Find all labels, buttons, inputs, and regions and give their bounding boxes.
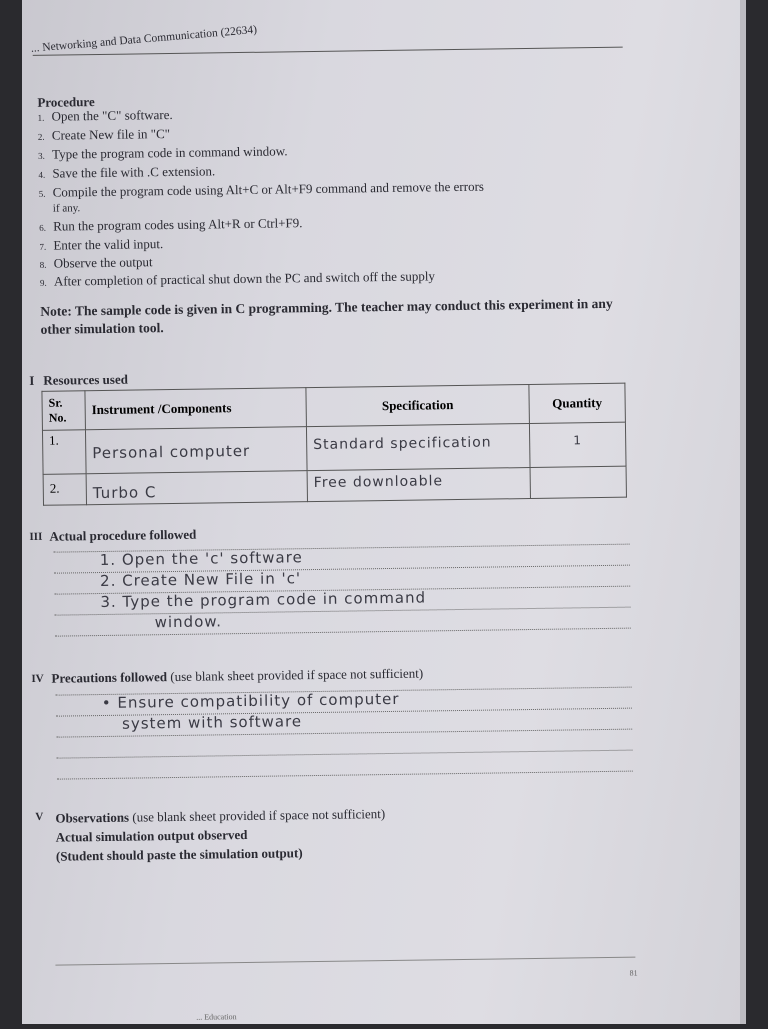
procedure-step: 3. Type the program code in command window. bbox=[38, 143, 288, 162]
cell-instrument: Turbo C bbox=[86, 471, 307, 505]
procedure-step: 1. Open the "C" software. bbox=[37, 106, 173, 124]
page-header: ... Networking and Data Communication (22634) bbox=[30, 23, 258, 55]
procedure-step: 8. Observe the output bbox=[39, 254, 153, 271]
footer-text: ... Education bbox=[196, 1012, 237, 1022]
actual-procedure-line: 3. Type the program code in command bbox=[100, 588, 427, 612]
precautions-section-number: IV bbox=[31, 672, 44, 685]
procedure-step: 5. Compile the program code using Alt+C or Alt+F9 command and remove the errors bbox=[38, 178, 485, 200]
actual-procedure-line: 1. Open the 'c' software bbox=[99, 548, 303, 570]
procedure-step: 2. Create New file in "C" bbox=[37, 126, 171, 143]
precautions-heading-line bbox=[51, 666, 423, 687]
resources-table bbox=[41, 383, 627, 506]
observations-subheading: Actual simulation output observed bbox=[55, 826, 248, 845]
header-rule bbox=[33, 47, 623, 56]
note-text: The sample code is given in C programming. The teacher may conduct this experiment in any other simulation tool. bbox=[40, 295, 613, 337]
actual-procedure-line: window. bbox=[154, 612, 223, 632]
procedure-step: 7. Enter the valid input. bbox=[39, 236, 164, 253]
cell-instrument: Personal computer bbox=[85, 427, 307, 474]
cell-sr: 1. bbox=[42, 430, 86, 475]
precaution-line: • Ensure compatibility of computer bbox=[101, 689, 400, 713]
cell-specification: Free downloable bbox=[307, 468, 530, 502]
procedure-step: 6. Run the program codes using Alt+R or Ctrl+F9. bbox=[39, 215, 303, 234]
cell-quantity bbox=[530, 466, 626, 498]
note-label: Note: bbox=[40, 303, 72, 319]
observations-heading: Observations bbox=[55, 809, 130, 826]
precautions-heading: Precautions followed bbox=[51, 669, 168, 686]
observations-instruction: (Student should paste the simulation output) bbox=[55, 845, 303, 864]
cell-quantity: 1 bbox=[529, 422, 626, 467]
ruled-line bbox=[57, 750, 633, 759]
col-header-instrument: Instrument /Components bbox=[85, 388, 307, 430]
resources-heading: Resources used bbox=[43, 371, 128, 388]
note-paragraph bbox=[40, 295, 630, 339]
ruled-line bbox=[55, 628, 631, 637]
cell-specification: Standard specification bbox=[306, 424, 530, 471]
procedure-step: if any. bbox=[52, 202, 81, 215]
precautions-hint: (use blank sheet provided if space not sufficient) bbox=[170, 665, 424, 685]
procedure-heading: Procedure bbox=[37, 94, 95, 110]
actual-procedure-heading: Actual procedure followed bbox=[49, 526, 197, 544]
observations-hint: (use blank sheet provided if space not sufficient) bbox=[132, 806, 386, 825]
col-header-sr: Sr. No. bbox=[42, 391, 86, 431]
col-header-specification: Specification bbox=[306, 385, 530, 427]
procedure-step: 4. Save the file with .C extension. bbox=[38, 163, 216, 181]
observations-section-number: V bbox=[35, 810, 44, 823]
actual-procedure-line: 2. Create New File in 'c' bbox=[99, 569, 302, 591]
footer-rule bbox=[55, 957, 635, 966]
page-number: 81 bbox=[629, 968, 638, 978]
cell-sr: 2. bbox=[43, 474, 86, 506]
resources-section-number: I bbox=[29, 372, 35, 388]
col-header-quantity: Quantity bbox=[529, 383, 626, 423]
ruled-line bbox=[57, 771, 633, 780]
precaution-line: system with software bbox=[121, 712, 303, 733]
document-page bbox=[22, 0, 746, 1024]
observations-heading-line bbox=[55, 806, 385, 827]
actual-section-number: III bbox=[29, 530, 43, 544]
procedure-step: 9. After completion of practical shut down the PC and switch off the supply bbox=[39, 268, 435, 289]
